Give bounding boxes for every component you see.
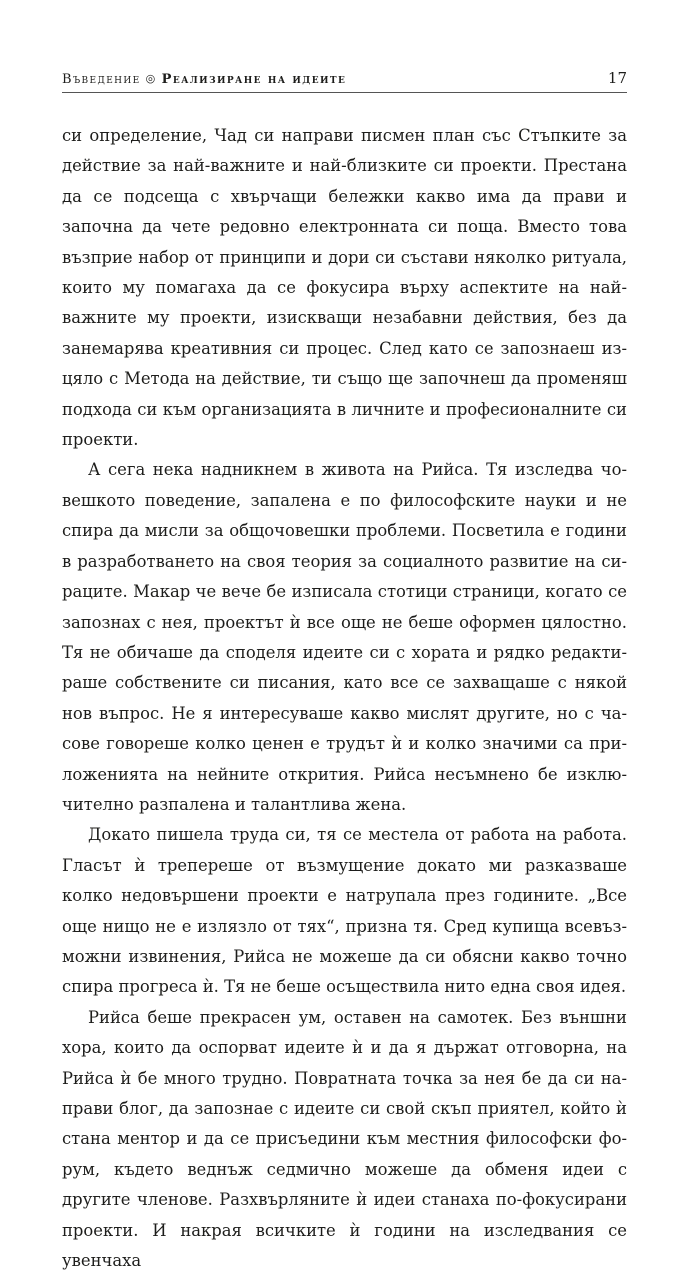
section-title: Въведение bbox=[62, 72, 141, 87]
paragraph: Рийса беше прекрасен ум, оставен на самотек. Без външни хора, които да оспорват идеите ѝ и да я държат отговорна, на Рийса ѝ бе много трудно. Повратната точка за нея бе да си направи блог, да запознае с идеите си свой скъп приятел, който ѝ стана ментор и да се присъедини към местния философски форум, където веднъж седмично можеше да обменя идеи с другите членове. Разхвърляните ѝ идеи станаха по-фокусирани проекти. И накрая всичките ѝ години на изследвания се увенчаха bbox=[62, 1007, 627, 1271]
page-header bbox=[62, 62, 627, 93]
running-head bbox=[62, 72, 346, 92]
chapter-title: Реализиране на идеите bbox=[161, 72, 347, 87]
paragraph: А сега нека надникнем в живота на Рийса. Тя изследва човешкото поведение, запалена е по философските науки и не спира да мисли за общочовешки проблеми. Посветила е години в разработването на своя теория за социалното развитие на сираците. Макар че вече бе изписала стотици страници, когато се запознах с нея, проектът ѝ все още не беше оформен цялостно. Тя не обичаше да споделя идеите си с хората и рядко редактираше собствените си писания, като все се захващаше с някой нов въпрос. Не я интересуваше какво мислят другите, но с часове говореше колко ценен е трудът ѝ и колко значими са приложенията на нейните открития. Рийса несъмнено бе изключително разпалена и талантлива жена. bbox=[62, 460, 627, 814]
page-number: 17 bbox=[607, 69, 627, 87]
body-text bbox=[62, 121, 627, 1276]
separator-ornament-icon: ◎ bbox=[145, 72, 157, 85]
paragraph: си определение, Чад си направи писмен план със Стъпките за действие за най-важните и най-близките си проекти. Престана да се подсеща с хвърчащи бележки какво има да прави и започна да чете редовно електронната си поща. Вместо това възприе набор от принципи и дори си състави няколко ритуала, които му помагаха да се фокусира върху аспектите на най-важните му проекти, изискващи незабавни действия, без да занемарява креативния си процес. След като се запознаеш изцяло с Метода на действие, ти също ще започнеш да променяш подхода си към организацията в личните и професионалните си проекти. bbox=[62, 126, 627, 450]
paragraph: Докато пишела труда си, тя се местела от работа на работа. Гласът ѝ трепереше от възмущение докато ми разказваше колко недовършени проекти е натрупала през годините. „Все още нищо не е излязло от тях“, призна тя. Сред купища всевъзможни извинения, Рийса не можеше да си обясни какво точно спира прогреса ѝ. Тя не беше осъществила нито една своя идея. bbox=[62, 825, 627, 997]
